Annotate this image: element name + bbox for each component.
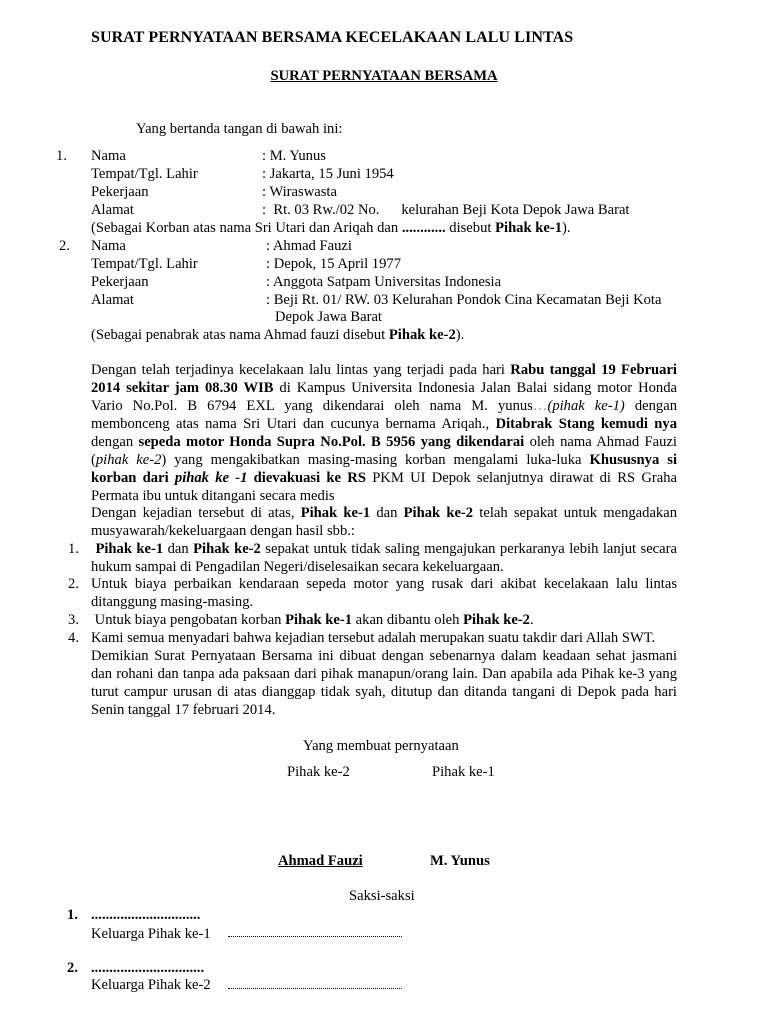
party1-label-job: Pekerjaan — [91, 184, 149, 200]
witnesses-heading: Saksi-saksi — [349, 888, 415, 904]
witness-1-signature-line — [228, 936, 402, 937]
agreement-1-number: 1. — [68, 541, 79, 557]
party1-note: (Sebagai Korban atas nama Sri Utari dan Ariqah dan ............ disebut Pihak ke-1). — [91, 220, 571, 236]
party2-value-name: : Ahmad Fauzi — [266, 238, 352, 254]
party1-label-birth: Tempat/Tgl. Lahir — [91, 166, 198, 182]
party1-label-address: Alamat — [91, 202, 134, 218]
signature-heading: Yang membuat pernyataan — [303, 738, 459, 754]
party1-value-address: : Rt. 03 Rw./02 No. kelurahan Beji Kota Depok Jawa Barat — [262, 202, 630, 218]
agreement-4: Kami semua menyadari bahwa kejadian tersebut adalah merupakan suatu takdir dari Allah SWT. — [91, 630, 656, 646]
agreement-3: Untuk biaya pengobatan korban Pihak ke-1 akan dibantu oleh Pihak ke-2. — [91, 612, 534, 628]
signature-left-label: Pihak ke-2 — [287, 764, 350, 780]
party2-value-address: : Beji Rt. 01/ RW. 03 Kelurahan Pondok Cina Kecamatan Beji Kota — [266, 292, 662, 308]
party2-label-job: Pekerjaan — [91, 274, 149, 290]
party2-label-address: Alamat — [91, 292, 134, 308]
party1-value-birth: : Jakarta, 15 Juni 1954 — [262, 166, 394, 182]
document-subtitle: SURAT PERNYATAAN BERSAMA — [270, 68, 498, 84]
signature-left-name: Ahmad Fauzi — [278, 853, 363, 869]
party2-note: (Sebagai penabrak atas nama Ahmad fauzi disebut Pihak ke-2). — [91, 327, 465, 343]
agreement-intro-paragraph: Dengan kejadian tersebut di atas, Pihak ke-1 dan Pihak ke-2 telah sepakat untuk mengadakan musyawarah/kekeluargaan dengan hasil sbb.: — [91, 505, 677, 539]
witness-2-dots: ............................... — [91, 960, 205, 976]
party2-label-birth: Tempat/Tgl. Lahir — [91, 256, 198, 272]
party2-label-name: Nama — [91, 238, 126, 254]
witness-2-signature-line — [228, 988, 402, 989]
party2-value-birth: : Depok, 15 April 1977 — [266, 256, 401, 272]
party2-value-job: : Anggota Satpam Universitas Indonesia — [266, 274, 502, 290]
intro-line: Yang bertanda tangan di bawah ini: — [136, 121, 343, 137]
signature-right-label: Pihak ke-1 — [432, 764, 495, 780]
incident-paragraph: Dengan telah terjadinya kecelakaan lalu lintas yang terjadi pada hari Rabu tanggal 19 Februari 2014 sekitar jam 08.30 WIB di Kampus Universita Indonesia Jalan Balai sidang motor Honda Vario No.Pol. B 6794 EXL yang dikendarai oleh nama M. yunus…(pihak ke-1) dengan membonceng atas nama Sri Utari dan cucunya bernama Ariqah., Ditabrak Stang kemudi nya dengan sepeda motor Honda Supra No.Pol. B 5956 yang dikendarai oleh nama Ahmad Fauzi (pihak ke-2) yang mengakibatkan masing-masing korban mengalami luka-luka Khususnya si korban dari pihak ke -1 dievakuasi ke RS PKM UI Depok selanjutnya dirawat di RS Graha Permata ibu untuk ditangani secara medis — [91, 362, 678, 504]
witness-1-dots: .............................. — [91, 907, 201, 923]
closing-paragraph: Demikian Surat Pernyataan Bersama ini dibuat dengan sebenarnya dalam keadaan sehat jasmani dan rohani dan tanpa ada paksaan dari pihak manapun/orang lain. Dan apabila ada Pihak ke-3 yang turut campur urusan di atas dianggap tidak syah, ditutup dan ditanda tangani di Depok pada hari Senin tanggal 17 februari 2014. — [91, 648, 677, 718]
party2-address-continued: Depok Jawa Barat — [275, 309, 382, 325]
witness-2-number: 2. — [67, 960, 78, 976]
party1-value-name: : M. Yunus — [262, 148, 326, 164]
witness-2-label: Keluarga Pihak ke-2 — [91, 977, 211, 993]
party1-label-name: Nama — [91, 148, 126, 164]
signature-right-name: M. Yunus — [430, 853, 490, 869]
agreement-2-number: 2. — [68, 576, 79, 592]
witness-1-label: Keluarga Pihak ke-1 — [91, 926, 211, 942]
agreement-1: Pihak ke-1 dan Pihak ke-2 sepakat untuk tidak saling mengajukan perkaranya lebih lanjut secara hukum sampai di Pengadilan Negeri/diselesaikan secara kekeluargaan. — [91, 541, 677, 575]
agreement-2: Untuk biaya perbaikan kendaraan sepeda motor yang rusak dari akibat kecelakaan lalu lintas ditanggung masing-masing. — [91, 576, 677, 610]
agreement-3-number: 3. — [68, 612, 79, 628]
party1-value-job: : Wiraswasta — [262, 184, 337, 200]
party1-number: 1. — [56, 148, 67, 164]
agreement-4-number: 4. — [68, 630, 79, 646]
party2-number: 2. — [59, 238, 70, 254]
witness-1-number: 1. — [67, 907, 78, 923]
document-title: SURAT PERNYATAAN BERSAMA KECELAKAAN LALU LINTAS — [91, 29, 574, 46]
